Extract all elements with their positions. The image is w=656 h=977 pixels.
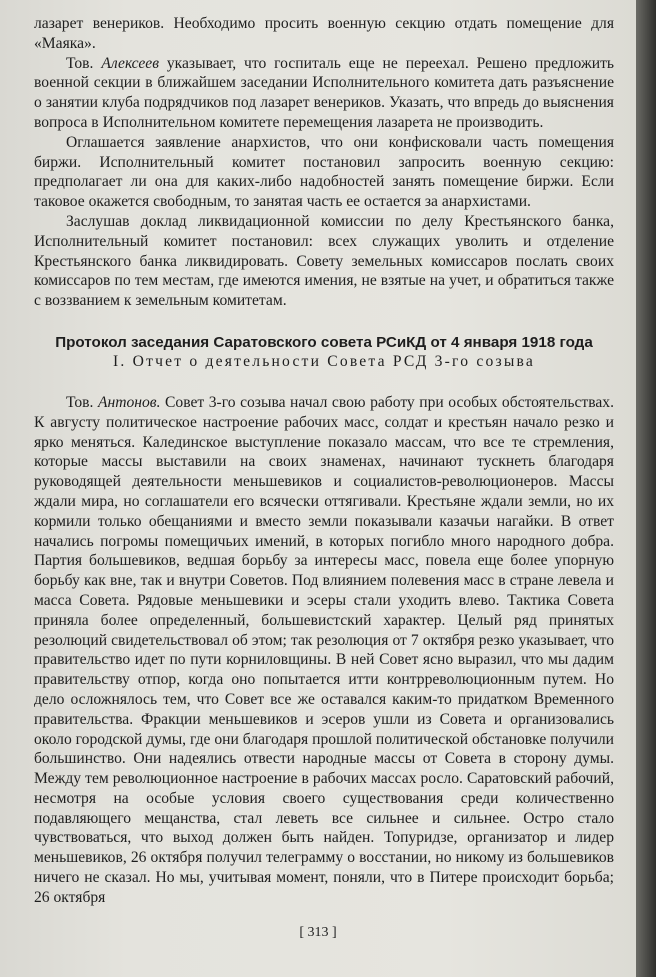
paragraph-alekseev xyxy=(34,54,614,133)
book-edge-shadow xyxy=(636,0,656,977)
paragraph-maiak: лазарет венериков. Необходимо просить военную секцию отдать помещение для «Маяка». xyxy=(34,15,614,52)
paragraph-antonov-report xyxy=(34,393,614,908)
paragraph-peasant-bank: Заслушав доклад ликвидационной комиссии по делу Крестьянского банка, Исполнительный комитет постановил: всех служащих уволить и отделение Крестьянского банка ликвидировать. Совету земельных комиссаров послать своих комиссаров по тем местам, где имеются имения, не взятые на учет, и обратиться также с воззванием к земельным комитетам. xyxy=(34,212,614,310)
comrade-prefix: Тов. xyxy=(66,54,102,72)
speaker-name-alekseev: Алексеев xyxy=(101,54,159,72)
comrade-prefix: Тов. xyxy=(66,393,98,411)
speaker-name-antonov: Антонов. xyxy=(97,393,161,411)
protocol-title: Протокол заседания Саратовского совета РСиКД от 4 января 1918 года xyxy=(55,333,593,351)
paragraph-alekseev-text: указывает, что госпиталь еще не переехал. Решено предложить военной секции в ближайшем заседании Исполнительного комитета дать разъяснение о занятии клуба подрядчиков под лазарет венериков. Указать, что впредь до выяснения вопроса в Исполнительном комитете перемещения лазарета не производить. xyxy=(34,54,614,131)
section-title: I. Отчет о деятельности Совета РСД 3-го созыва xyxy=(113,352,535,370)
report-text: Совет 3-го созыва начал свою работу при особых обстоятельствах. К августу политическое настроение рабочих масс, солдат и крестьян начало резко и ярко меняться. Калединское выступление показало массам, что все те стремления, которые массы выставили на своих знаменах, начинают тускнеть благодаря руководящей деятельности меньшевиков и социалистов-революционеров. Массы ждали мира, но соглашатели его всячески оттягивали. Крестьяне ждали земли, но их кормили только обещаниями и вместо земли показывали казачьи нагайки. В ответ начались погромы помещичьих имений, в которых погибло много народного добра. Партия большевиков, ведшая борьбу за интересы масс, повела еще более упорную борьбу как вне, так и внутри Советов. Под влиянием полевения масс в стране левела и масса Совета. Рядовые меньшевики и эсеры стали уходить влево. Тактика Совета приняла более определенный, большевистский характер. Целый ряд принятых резолюций свидетельствовал об этом; так резолюция от 7 октября резко указывает, что правительство идет по пути корниловщины. В ней Совет ясно выразил, что мы дадим правительству отпор, когда оно попытается итти контрреволюционным путем. Но дело осложнялось тем, что Совет все же оставался каким-то придатком Временного правительства. Фракции меньшевиков и эсеров ушли из Совета и организовались около городской думы, где они благодаря прошлой политической обстановке получили большинство. Они надеялись отвести народные массы от Совета в сторону думы. Между тем революционное настроение в рабочих массах росло. Саратовский рабочий, несмотря на особые условия своего существования среди количественно подавляющего мещанства, стал леветь все сильнее и сильнее. Остро стало чувствоваться, что выход должен быть найден. Топуридзе, организатор и лидер меньшевиков, 26 октября получил телеграмму о восстании, но никому из большевиков ничего не сказал. Но мы, учитывая момент, поняли, что в Питере происходит борьба; 26 октября xyxy=(34,393,614,906)
paragraph-anarchists: Оглашается заявление анархистов, что они конфисковали часть помещения биржи. Исполнительный комитет постановил запросить военную секцию: предполагает ли она для каких-либо надобностей занять помещение биржи. Если таковое окажется свободным, то занятая часть ее остается за анархистами. xyxy=(34,133,614,211)
page-number: [ 313 ] xyxy=(299,925,337,940)
